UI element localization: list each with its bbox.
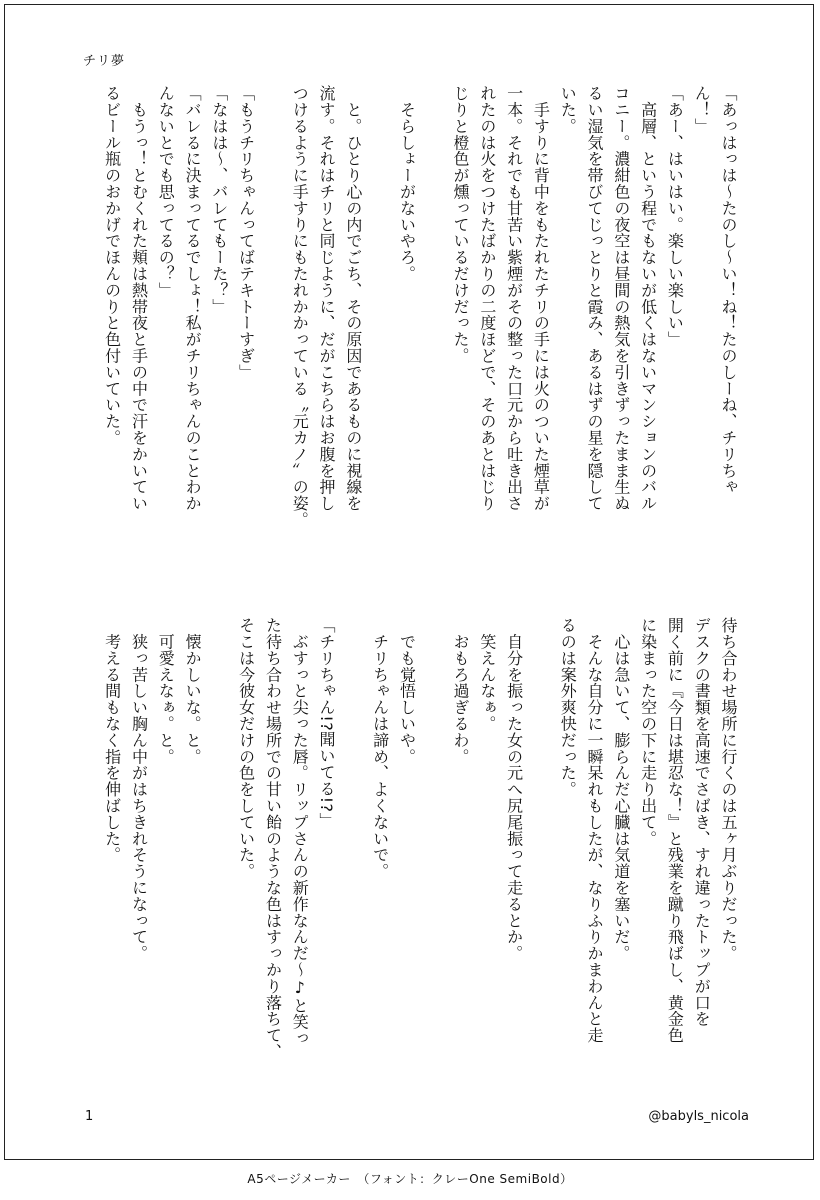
running-header: チリ夢 [83,54,126,69]
author-handle: @babyls_nicola [648,1109,749,1124]
page-frame [4,4,814,1160]
footer-credit: A5ページメーカー （フォント：クレーOne SemiBold） [247,1172,573,1186]
upper-text-block: 「あっはっは〜たのし〜い！ね！たのしーね、チリちゃ ん！」 「あー、はいはい。楽しい楽しい」 高層、という程でもないが低くはないマンションのバル コニー。濃紺色の夜空は昼間の熱気を引きずったまま生ぬ るい湿気を帯びてじっとりと霞み、あるはずの星を隠して いた。 手すりに背中をもたれたチリの手には火のついた煙草が 一本。それでも甘苦い紫煙がその整った口元から吐き出さ れたのは火をつけたばかりの二度ほどで、そのあとはじり じりと橙色が燻っているだけだった。 そらしょーがないやろ。 と。ひとり心の内でごち、その原因であるものに視線を 流す。それはチリと同じように、だがこちらはお腹を押し つけるように手すりにもたれかかっている〝元カノ〟の姿。 「もうチリちゃんってばテキトーすぎ」 「なはは〜、バレてもーた？」 「バレるに決まってるでしょ！私がチリちゃんのことわか んないとでも思ってるの？」 もうっ！とむくれた頬は熱帯夜と手の中で汗をかいてい るビール瓶のおかげでほんのりと色付いていた。 [102,85,738,528]
page-number: 1 [85,1109,94,1124]
lower-text-block: 待ち合わせ場所に行くのは五ヶ月ぶりだった。 デスクの書類を高速でさばき、すれ違ったトップが口を 開く前に『今日は堪忍な！』と残業を蹴り飛ばし、黄金色 に染まった空の下に走り出て。 心は急いて、膨らんだ心臓は気道を塞いだ。 そんな自分に一瞬呆れもしたが、なりふりかまわんと走 るのは案外爽快だった。 自分を振った女の元へ尻尾振って走るとか。 笑えんなぁ。 おもろ過ぎるわ。 でも覚悟しいや。 チリちゃんは諦め、よくないで。 「チリちゃん!?聞いてる!?」 ぶすっと尖った唇。リップさんの新作なんだ〜♪と笑っ た待ち合わせ場所での甘い飴のような色はすっかり落ちて、 そこは今彼女だけの色をしていた。 懐かしいな。と。 可愛えなぁ。と。 狭っ苦しい胸ん中がはちきれそうになって。 考える間もなく指を伸ばした。 [102,617,738,1060]
